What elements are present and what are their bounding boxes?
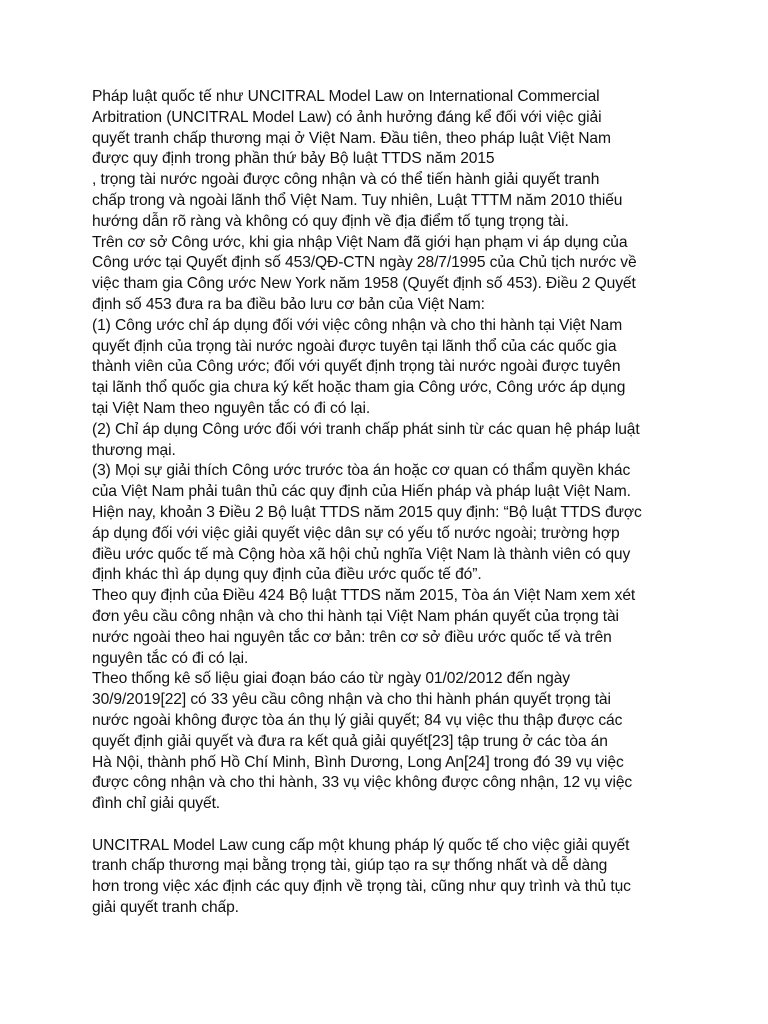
paragraph-spacer <box>92 815 692 836</box>
text-line: của Việt Nam phải tuân thủ các quy định của Hiến pháp và pháp luật Việt Nam. <box>92 483 631 501</box>
text-line: Pháp luật quốc tế như UNCITRAL Model Law on International Commercial <box>92 88 600 105</box>
text-line: nước ngoài theo hai nguyên tắc cơ bản: trên cơ sở điều ước quốc tế và trên <box>92 628 612 646</box>
text-line: Hà Nội, thành phố Hồ Chí Minh, Bình Dương, Long An[24] trong đó 39 vụ việc <box>92 753 624 771</box>
text-line: Hiện nay, khoản 3 Điều 2 Bộ luật TTDS năm 2015 quy định: “Bộ luật TTDS được <box>92 503 642 521</box>
text-line: Công ước tại Quyết định số 453/QĐ-CTN ngày 28/7/1995 của Chủ tịch nước về <box>92 254 637 272</box>
text-line: nguyên tắc có đi có lại. <box>92 649 249 667</box>
text-line: quyết định của trọng tài nước ngoài được tuyên tại lãnh thổ của các quốc gia <box>92 337 617 355</box>
text-line: đình chỉ giải quyết. <box>92 795 221 813</box>
text-line: tranh chấp thương mại bằng trọng tài, giúp tạo ra sự thống nhất và dễ dàng <box>92 857 608 875</box>
text-line: Theo thống kê số liệu giai đoạn báo cáo từ ngày 01/02/2012 đến ngày <box>92 670 570 688</box>
text-line: hướng dẫn rõ ràng và không có quy định về địa điểm tố tụng trọng tài. <box>92 212 569 230</box>
text-line: áp dụng đối với việc giải quyết việc dân sự có yếu tố nước ngoài; trường hợp <box>92 524 620 542</box>
text-line: (3) Mọi sự giải thích Công ước trước tòa án hoặc cơ quan có thẩm quyền khác <box>92 462 631 480</box>
text-line: (2) Chỉ áp dụng Công ước đối với tranh chấp phát sinh từ các quan hệ pháp luật <box>92 420 640 438</box>
text-line: Theo quy định của Điều 424 Bộ luật TTDS năm 2015, Tòa án Việt Nam xem xét <box>92 587 636 605</box>
text-line: UNCITRAL Model Law cung cấp một khung pháp lý quốc tế cho việc giải quyết <box>92 836 630 854</box>
text-line: điều ước quốc tế mà Cộng hòa xã hội chủ nghĩa Việt Nam là thành viên có quy <box>92 545 631 563</box>
text-line: quyết định giải quyết và đưa ra kết quả giải quyết[23] tập trung ở các tòa án <box>92 732 608 750</box>
document-body <box>92 87 692 919</box>
text-line: 30/9/2019[22] có 33 yêu cầu công nhận và cho thi hành phán quyết trọng tài <box>92 691 611 709</box>
text-line: nước ngoài không được tòa án thụ lý giải quyết; 84 vụ việc thu thập được các <box>92 711 623 729</box>
text-line: tại lãnh thổ quốc gia chưa ký kết hoặc tham gia Công ước, Công ước áp dụng <box>92 379 626 397</box>
text-line: tại Việt Nam theo nguyên tắc có đi có lại. <box>92 399 371 417</box>
text-line: định số 453 đưa ra ba điều bảo lưu cơ bản của Việt Nam: <box>92 295 485 313</box>
text-line: Arbitration (UNCITRAL Model Law) có ảnh hưởng đáng kể đối với việc giải <box>92 108 602 126</box>
text-line: (1) Công ước chỉ áp dụng đối với việc công nhận và cho thi hành tại Việt Nam <box>92 316 623 334</box>
text-line: thành viên của Công ước; đối với quyết định trọng tài nước ngoài được tuyên <box>92 358 621 376</box>
text-line: hơn trong việc xác định các quy định về trọng tài, cũng như quy trình và thủ tục <box>92 878 631 896</box>
text-line: , trọng tài nước ngoài được công nhận và có thể tiến hành giải quyết tranh <box>92 171 600 189</box>
text-line: việc tham gia Công ước New York năm 1958 (Quyết định số 453). Điều 2 Quyết <box>92 275 636 293</box>
text-line: định khác thì áp dụng quy định của điều ước quốc tế đó”. <box>92 566 482 584</box>
text-line: chấp trong và ngoài lãnh thổ Việt Nam. Tuy nhiên, Luật TTTM năm 2010 thiếu <box>92 191 623 209</box>
text-line: giải quyết tranh chấp. <box>92 899 239 917</box>
text-line: được quy định trong phần thứ bảy Bộ luật TTDS năm 2015 <box>92 150 495 168</box>
text-line: đơn yêu cầu công nhận và cho thi hành tại Việt Nam phán quyết của trọng tài <box>92 607 619 625</box>
text-line: quyết tranh chấp thương mại ở Việt Nam. Đầu tiên, theo pháp luật Việt Nam <box>92 129 611 147</box>
text-line: Trên cơ sở Công ước, khi gia nhập Việt Nam đã giới hạn phạm vi áp dụng của <box>92 233 628 251</box>
text-line: thương mại. <box>92 441 176 459</box>
text-line: được công nhận và cho thi hành, 33 vụ việc không được công nhận, 12 vụ việc <box>92 774 633 792</box>
